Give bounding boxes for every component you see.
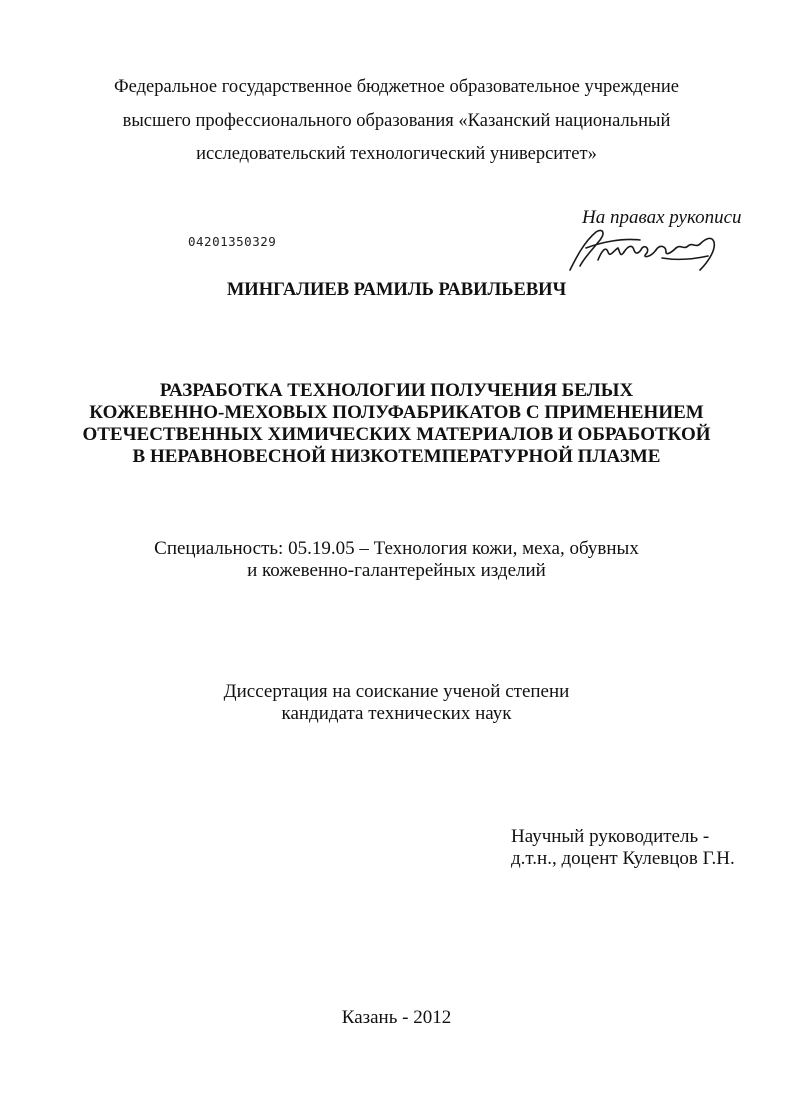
institution-line-3: исследовательский технологический университет» [196, 144, 597, 164]
degree-line-1: Диссертация на соискание ученой степени [223, 681, 570, 702]
specialty-line-2: и кожевенно-галантерейных изделий [247, 560, 546, 581]
specialty-line-1: Специальность: 05.19.05 – Технология кожи, меха, обувных [154, 538, 639, 559]
supervisor-label: Научный руководитель - [511, 826, 710, 847]
dissertation-title-line-2: КОЖЕВЕННО-МЕХОВЫХ ПОЛУФАБРИКАТОВ С ПРИМЕНЕНИЕМ [89, 402, 704, 423]
author-name: МИНГАЛИЕВ РАМИЛЬ РАВИЛЬЕВИЧ [226, 280, 567, 300]
supervisor-name: д.т.н., доцент Кулевцов Г.Н. [511, 848, 735, 869]
registry-number: 04201350329 [188, 234, 277, 249]
handwritten-signature [562, 222, 722, 274]
degree-line-2: кандидата технических наук [281, 703, 512, 724]
institution-line-2: высшего профессионального образования «Казанский национальный [122, 111, 671, 131]
manuscript-rights-note: На правах рукописи [582, 207, 742, 228]
dissertation-title-line-4: В НЕРАВНОВЕСНОЙ НИЗКОТЕМПЕРАТУРНОЙ ПЛАЗМЕ [132, 446, 661, 467]
dissertation-title-line-1: РАЗРАБОТКА ТЕХНОЛОГИИ ПОЛУЧЕНИЯ БЕЛЫХ [159, 380, 634, 401]
city-year: Казань - 2012 [341, 1007, 452, 1028]
institution-line-1: Федеральное государственное бюджетное образовательное учреждение [114, 77, 679, 97]
dissertation-title-line-3: ОТЕЧЕСТВЕННЫХ ХИМИЧЕСКИХ МАТЕРИАЛОВ И ОБРАБОТКОЙ [82, 424, 711, 445]
